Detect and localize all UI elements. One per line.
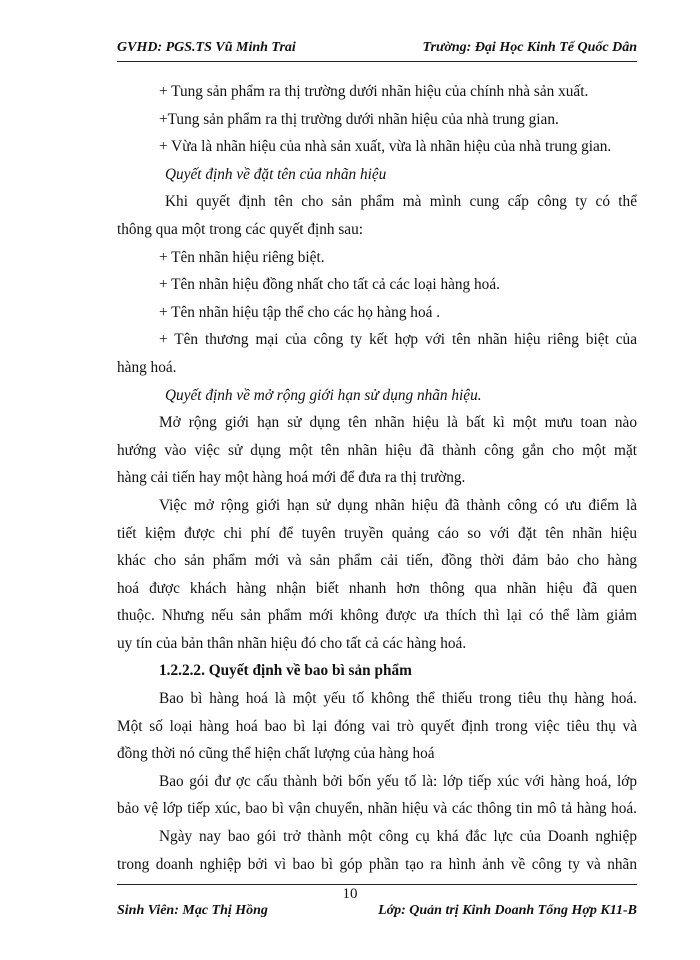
text-line: Một số loại hàng hoá bao bì lại đóng vai trò quyết định trong việc tiêu thụ và	[117, 717, 637, 735]
subheading: Quyết định về đặt tên của nhãn hiệu	[165, 165, 387, 183]
section-heading: 1.2.2.2. Quyết định về bao bì sản phẩm	[159, 662, 412, 680]
header-advisor: GVHD: PGS.TS Vũ Minh Trai	[117, 40, 296, 55]
header-divider	[117, 61, 637, 62]
text-line: hàng hoá.	[117, 358, 177, 376]
text-line: tiết kiệm được chi phí để tuyên truyền quảng cáo so với đặt tên nhãn hiệu	[117, 524, 637, 542]
page-footer	[117, 903, 637, 919]
page-header	[117, 40, 637, 56]
text-line: thông qua một trong các quyết định sau:	[117, 220, 363, 238]
text-line: Việc mở rộng giới hạn sử dụng nhãn hiệu đã thành công có ưu điểm là	[159, 496, 637, 514]
text-line: bảo vệ lớp tiếp xúc, bao bì vận chuyển, nhãn hiệu và các thông tin mô tả hàng hoá.	[117, 800, 637, 818]
text-line: +Tung sản phẩm ra thị trường dưới nhãn hiệu của nhà trung gian.	[159, 110, 559, 128]
text-line: hoá được khách hàng nhận biết nhanh hơn thông qua nhãn hiệu đã quen	[117, 579, 637, 597]
footer-student: Sinh Viên: Mạc Thị Hồng	[117, 903, 268, 918]
text-line: Ngày nay bao gói trở thành một công cụ khá đắc lực của Doanh nghiệp	[159, 828, 637, 846]
text-line: + Vừa là nhãn hiệu của nhà sản xuất, vừa là nhãn hiệu của nhà trung gian.	[159, 138, 612, 156]
text-line: hàng cải tiến hay một hàng hoá mới để đưa ra thị trường.	[117, 469, 466, 487]
text-line: uy tín của bản thân nhãn hiệu đó cho tất cả các hàng hoá.	[117, 634, 467, 652]
text-line: + Tên thương mại của công ty kết hợp với tên nhãn hiệu riêng biệt của	[159, 331, 637, 349]
text-line: Mở rộng giới hạn sử dụng tên nhãn hiệu là bất kì một mưu toan nào	[159, 414, 637, 432]
text-line: Khi quyết định tên cho sản phẩm mà mình cung cấp công ty có thể	[165, 193, 637, 211]
text-line: đồng thời nó cũng thể hiện chất lượng của hàng hoá	[117, 745, 435, 763]
text-line: + Tên nhãn hiệu riêng biệt.	[159, 248, 325, 266]
text-line: hướng vào việc sử dụng một tên nhãn hiệu đã thành công gắn cho một mặt	[117, 441, 637, 459]
text-line: trong doanh nghiệp bởi vì bao bì góp phần tạo ra hình ảnh về công ty và nhãn	[117, 855, 637, 873]
text-line: + Tên nhãn hiệu đồng nhất cho tất cả các loại hàng hoá.	[159, 276, 500, 294]
footer-divider	[117, 884, 637, 885]
text-line: Bao gói đư ợc cấu thành bởi bốn yếu tố là: lớp tiếp xúc với hàng hoá, lớp	[159, 772, 637, 790]
text-line: khác cho sản phẩm mới và sản phẩm cải tiến, đồng thời đảm bảo cho hàng	[117, 552, 637, 570]
footer-class: Lớp: Quản trị Kinh Doanh Tổng Hợp K11-B	[378, 903, 637, 918]
document-body	[117, 78, 637, 878]
text-line: thuộc. Nhưng nếu sản phẩm mới không được ưa thích thì lại có thể làm giảm	[117, 607, 637, 625]
subheading: Quyết định về mở rộng giới hạn sử dụng nhãn hiệu.	[165, 386, 482, 404]
text-line: Bao bì hàng hoá là một yếu tố không thể thiếu trong tiêu thụ hàng hoá.	[159, 690, 637, 708]
page-number: 10	[342, 886, 358, 902]
text-line: + Tung sản phẩm ra thị trường dưới nhãn hiệu của chính nhà sản xuất.	[159, 83, 589, 100]
header-university: Trường: Đại Học Kinh Tế Quốc Dân	[422, 40, 637, 55]
text-line: + Tên nhãn hiệu tập thể cho các họ hàng hoá .	[159, 303, 441, 321]
